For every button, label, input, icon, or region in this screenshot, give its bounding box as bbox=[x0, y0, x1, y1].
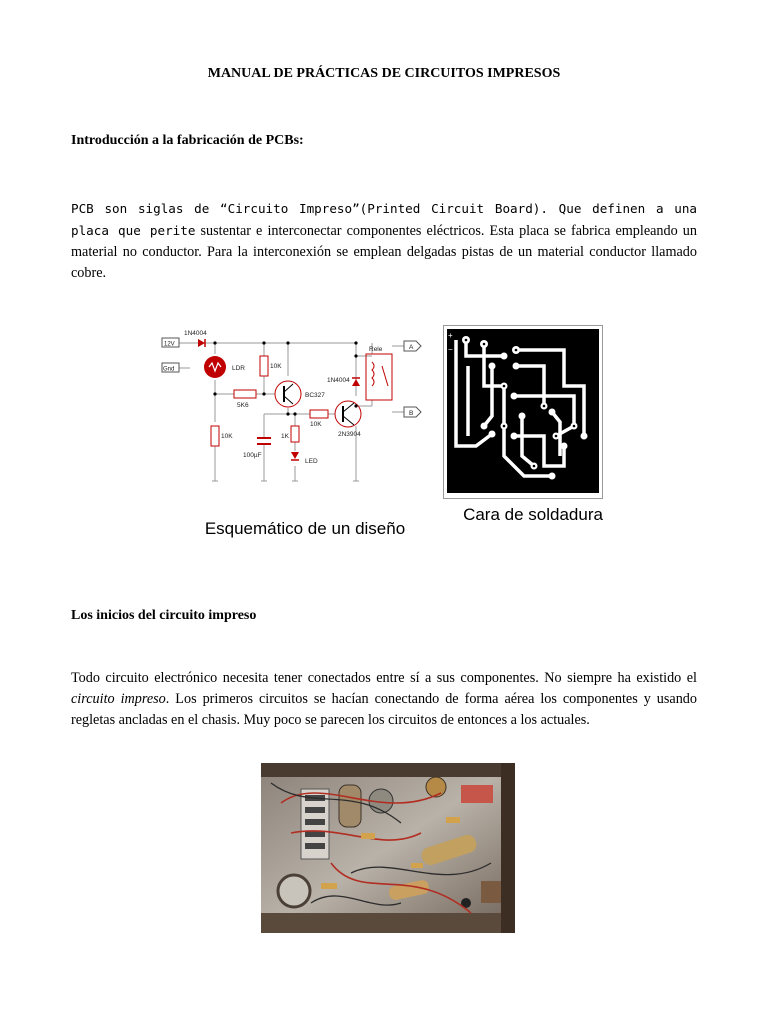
paragraph-history-italic: circuito impreso bbox=[71, 691, 166, 707]
transistor-bc327-icon bbox=[275, 381, 301, 407]
led-icon bbox=[291, 452, 299, 459]
resistor-10k-mid bbox=[310, 410, 328, 418]
page-title: MANUAL DE PRÁCTICAS DE CIRCUITOS IMPRESOS bbox=[207, 66, 561, 81]
label-12v: 12V bbox=[164, 341, 175, 348]
label-q2: 2N3904 bbox=[338, 431, 361, 438]
schematic-diagram bbox=[160, 326, 426, 486]
label-cap: 100µF bbox=[243, 452, 262, 459]
label-r1k: 1K bbox=[281, 433, 289, 440]
label-r10k-mid: 10K bbox=[310, 421, 322, 428]
pcb-minus-label: − bbox=[448, 345, 453, 354]
section-heading-history: Los inicios del circuito impreso bbox=[71, 608, 257, 623]
section-heading-intro: Introducción a la fabricación de PCBs: bbox=[71, 133, 304, 148]
label-gnd: Gnd bbox=[163, 366, 175, 373]
label-d1: 1N4004 bbox=[184, 330, 207, 337]
label-r10k-bottom: 10K bbox=[221, 433, 233, 440]
ldr-icon bbox=[204, 356, 226, 378]
resistor-1k bbox=[291, 426, 299, 442]
diode-1-icon bbox=[198, 339, 205, 347]
label-q1: BC327 bbox=[305, 392, 325, 399]
schematic-caption: Esquemático de un diseño bbox=[204, 519, 406, 538]
paragraph-history-part1: Todo circuito electrónico necesita tener conectados entre sí a sus componentes. No siempre ha existido el bbox=[71, 670, 697, 686]
paragraph-intro bbox=[71, 198, 697, 284]
vintage-circuit-photo bbox=[261, 763, 515, 933]
label-out-a: A bbox=[409, 344, 414, 351]
paragraph-intro-rest: sustentar e interconectar componentes eléctricos. Esta placa se fabrica empleando un material no conductor. Para la interconexión se emplean delgadas pistas de un material conductor llamado cobre. bbox=[71, 223, 697, 281]
paragraph-history-part2: . Los primeros circuitos se hacían conectando de forma aérea los componentes y usando regletas ancladas en el chasis. Muy poco se parecen los circuitos de entonces a los actuales. bbox=[71, 691, 697, 728]
pcb-caption: Cara de soldadura bbox=[463, 505, 603, 524]
paragraph-intro-mono: PCB son siglas de “Circuito Impreso”(Printed Circuit Board). Que definen a una placa que perite bbox=[71, 201, 697, 238]
label-relay: Rele bbox=[369, 346, 383, 353]
label-out-b: B bbox=[409, 410, 414, 417]
pcb-figure bbox=[443, 325, 603, 499]
pcb-plus-label: + bbox=[448, 331, 453, 340]
label-ldr: LDR bbox=[232, 365, 246, 372]
label-led: LED bbox=[305, 458, 318, 465]
resistor-10k-top bbox=[260, 356, 268, 376]
pcb-diagram bbox=[444, 326, 602, 498]
resistor-10k-bottom bbox=[211, 426, 219, 446]
diode-2-icon bbox=[352, 379, 360, 386]
label-d2: 1N4004 bbox=[327, 377, 350, 384]
relay-icon bbox=[366, 354, 392, 400]
schematic-figure bbox=[160, 326, 426, 486]
label-r10k-top: 10K bbox=[270, 363, 282, 370]
resistor-5k6 bbox=[234, 390, 256, 398]
paragraph-history bbox=[71, 668, 697, 731]
label-r5k6: 5K6 bbox=[237, 402, 249, 409]
